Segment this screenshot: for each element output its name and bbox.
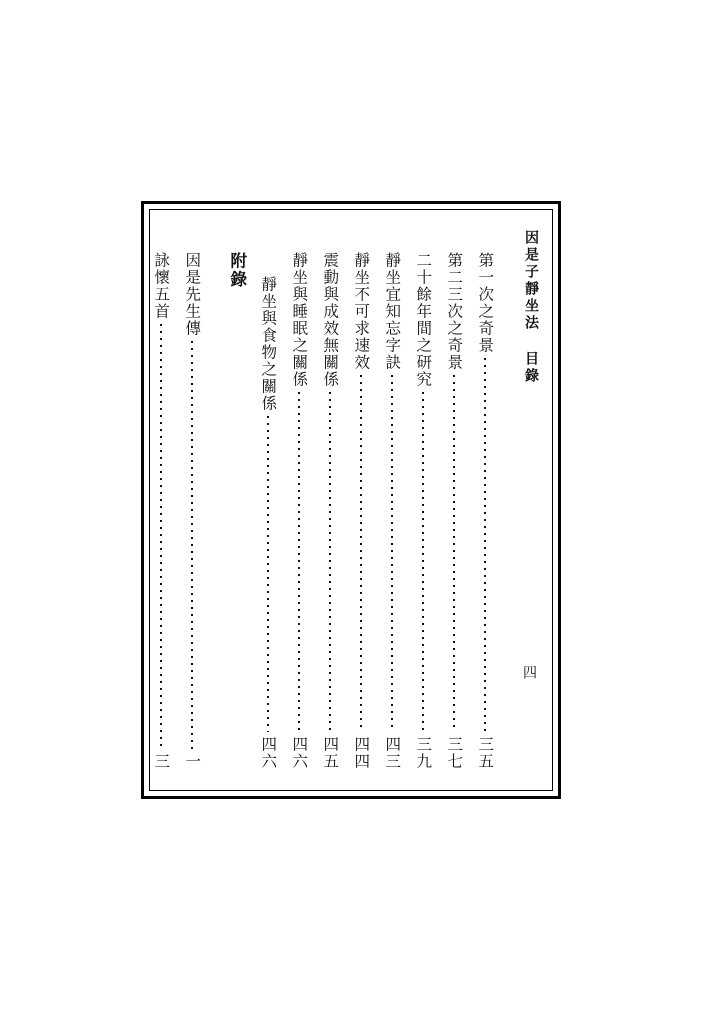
toc-spacer — [207, 250, 221, 772]
toc-entry-title: 靜坐不可求速效 — [352, 252, 371, 371]
toc-entry-page-number: 四四 — [352, 736, 371, 770]
toc-entry-page-number: 四五 — [321, 736, 340, 770]
toc-entry-title: 附錄 — [227, 252, 247, 289]
table-of-contents — [152, 250, 500, 772]
toc-leader-dots — [452, 375, 455, 732]
toc-entry-page-number: 三七 — [445, 736, 464, 770]
toc-entry-title: 二十餘年間之研究 — [414, 252, 433, 388]
toc-leader-dots — [359, 375, 362, 732]
toc-entry[interactable] — [176, 250, 207, 772]
toc-entry-title: 因是先生傳 — [183, 252, 202, 337]
toc-leader-dots — [328, 392, 331, 732]
toc-leader-dots — [190, 341, 193, 749]
toc-entry-page-number: 四六 — [290, 736, 309, 770]
toc-section-heading[interactable] — [221, 250, 252, 772]
toc-entry[interactable] — [438, 250, 469, 772]
toc-entry[interactable] — [376, 250, 407, 772]
toc-entry[interactable] — [345, 250, 376, 772]
toc-entry[interactable] — [407, 250, 438, 772]
toc-entry[interactable] — [314, 250, 345, 772]
toc-leader-dots — [483, 358, 486, 732]
toc-leader-dots — [266, 416, 269, 732]
toc-leader-dots — [297, 392, 300, 732]
toc-entry[interactable] — [145, 250, 176, 772]
toc-entry-page-number: 三 — [152, 753, 171, 770]
toc-leader-dots — [390, 375, 393, 732]
toc-entry-page-number: 四三 — [383, 736, 402, 770]
toc-entry[interactable] — [252, 250, 283, 772]
page-header-title: 因是子靜坐法 目錄 — [523, 230, 539, 385]
page-border-inner — [149, 209, 553, 791]
toc-entry-page-number: 三五 — [476, 736, 495, 770]
toc-leader-dots — [159, 324, 162, 749]
toc-entry-page-number: 四六 — [259, 736, 278, 770]
toc-entry-page-number: 一 — [183, 753, 202, 770]
page-number: 四 — [521, 665, 537, 679]
toc-entry-title: 第二三次之奇景 — [445, 252, 464, 371]
toc-entry-title: 震動與成效無關係 — [321, 252, 340, 388]
page-border-outer — [141, 201, 561, 799]
toc-entry-title: 靜坐宜知忘字訣 — [383, 252, 402, 371]
toc-entry-title: 詠懷五首 — [152, 252, 171, 320]
toc-entry[interactable] — [283, 250, 314, 772]
toc-leader-dots — [421, 392, 424, 732]
toc-entry-title: 第一次之奇景 — [476, 252, 495, 354]
toc-entry-page-number: 三九 — [414, 736, 433, 770]
toc-entry-title: 靜坐與睡眠之關係 — [290, 252, 309, 388]
toc-entry-title: 靜坐與食物之關係 — [259, 276, 278, 412]
toc-entry[interactable] — [469, 250, 500, 772]
